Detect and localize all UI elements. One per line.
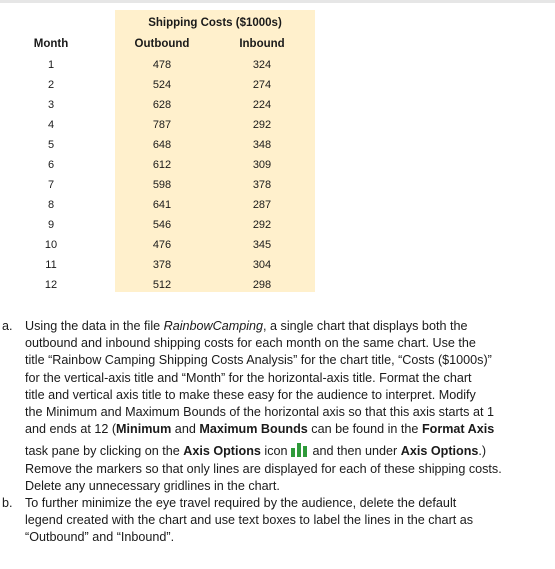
month-header: Month	[33, 38, 69, 50]
month-cell: 3	[47, 99, 55, 111]
outbound-cell: 378	[152, 259, 172, 271]
text: and ends at 12 (	[25, 422, 117, 437]
text-line: To further minimize the eye travel required by the audience, delete the default	[25, 496, 457, 510]
outbound-cell: 512	[152, 279, 172, 291]
inbound-cell: 292	[252, 119, 272, 131]
outbound-cell: 787	[152, 119, 172, 131]
text-line: “Outbound” and “Inbound”.	[25, 530, 175, 545]
month-cell: 9	[47, 219, 55, 231]
inbound-cell: 274	[252, 79, 272, 91]
month-cell: 5	[47, 139, 55, 151]
outbound-cell: 546	[152, 219, 172, 231]
outbound-cell: 476	[152, 239, 172, 251]
bold-term: Maximum Bounds	[199, 422, 308, 437]
top-divider	[0, 0, 555, 3]
group-header: Shipping Costs ($1000s)	[148, 17, 282, 29]
outbound-cell: 641	[152, 199, 172, 211]
file-name: RainbowCamping	[163, 319, 264, 333]
inbound-cell: 348	[252, 139, 272, 151]
outbound-cell: 648	[152, 139, 172, 151]
outbound-cell: 524	[152, 79, 172, 91]
month-cell: 8	[47, 199, 55, 211]
instruction-b-text	[25, 495, 552, 547]
inbound-cell: 304	[252, 259, 272, 271]
month-cell: 6	[47, 159, 55, 171]
text-line: Remove the markers so that only lines are displayed for each of these shipping costs.	[25, 461, 502, 476]
month-cell: 12	[44, 279, 58, 291]
text-line: for the vertical-axis title and “Month” for the horizontal-axis title. Format the chart	[25, 370, 472, 385]
inbound-header: Inbound	[239, 38, 285, 50]
text: .)	[478, 444, 487, 459]
bold-term: Minimum	[116, 422, 172, 437]
bar-chart-icon	[289, 443, 311, 457]
bold-term: Format Axis	[421, 422, 495, 437]
inbound-cell: 378	[252, 179, 272, 191]
inbound-cell: 309	[252, 159, 272, 171]
instruction-a-text	[25, 318, 552, 495]
month-cell: 2	[47, 79, 55, 91]
month-cell: 7	[47, 179, 55, 191]
text: , a single chart that displays both the	[263, 319, 468, 333]
text-line: title “Rainbow Camping Shipping Costs Analysis” for the chart title, “Costs ($1000s)”	[25, 353, 492, 368]
month-cell: 11	[45, 259, 57, 271]
text: and	[171, 422, 200, 437]
text-line: title and vertical axis title to make these easy for the audience to interpret. Modify	[25, 387, 476, 402]
month-cell: 10	[44, 239, 58, 251]
inbound-cell: 292	[252, 219, 272, 231]
text: task pane by clicking on the	[25, 444, 184, 459]
inbound-cell: 224	[252, 99, 272, 111]
outbound-header: Outbound	[134, 38, 190, 50]
inbound-cell: 298	[252, 279, 272, 291]
outbound-cell: 598	[152, 179, 172, 191]
outbound-cell: 478	[152, 59, 172, 71]
text-line: legend created with the chart and use text boxes to label the lines in the chart as	[25, 513, 474, 528]
bold-term: Axis Options	[183, 444, 261, 459]
shipping-costs-table	[19, 10, 315, 294]
outbound-cell: 628	[152, 99, 172, 111]
item-marker-b: b.	[2, 496, 13, 510]
text-line: Delete any unnecessary gridlines in the chart.	[25, 478, 280, 493]
bold-term: Axis Options	[400, 444, 479, 459]
text: icon	[260, 444, 288, 459]
text-line: the Minimum and Maximum Bounds of the horizontal axis so that this axis starts at 1	[25, 405, 494, 420]
inbound-cell: 345	[252, 239, 272, 251]
month-cell: 4	[47, 119, 55, 131]
inbound-cell: 287	[252, 199, 272, 211]
outbound-cell: 612	[152, 159, 172, 171]
item-marker-a: a.	[2, 319, 13, 333]
text: can be found in the	[307, 422, 422, 437]
month-cell: 1	[47, 59, 55, 71]
text: and then under	[312, 444, 401, 459]
text: Using the data in the file	[25, 319, 164, 333]
text-line: outbound and inbound shipping costs for each month on the same chart. Use the	[25, 336, 476, 351]
inbound-cell: 324	[252, 59, 272, 71]
